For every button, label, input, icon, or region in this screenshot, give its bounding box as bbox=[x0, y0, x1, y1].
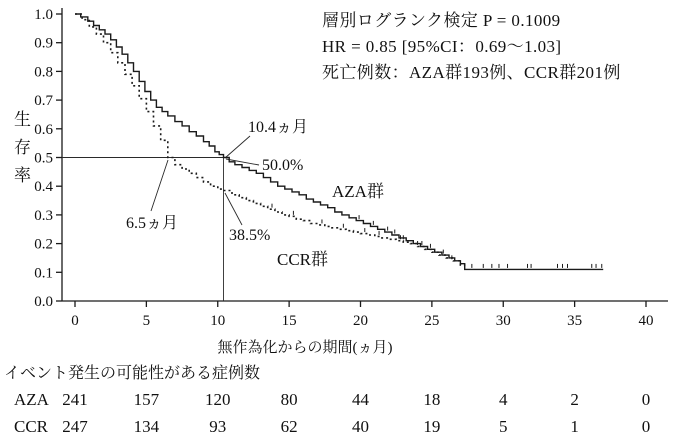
y-tick-label: 0.4 bbox=[34, 179, 53, 196]
y-tick-label: 1.0 bbox=[34, 7, 53, 23]
risk-count-ccr: 93 bbox=[209, 417, 227, 436]
risk-count-aza: 18 bbox=[423, 390, 441, 409]
y-tick-label: 0.5 bbox=[34, 150, 53, 167]
pct50-annotation: 50.0% bbox=[262, 157, 304, 174]
aza-curve-label: AZA群 bbox=[332, 182, 384, 201]
hazard-ratio: HR = 0.85 [95%CI：0.69～1.03] bbox=[322, 37, 562, 56]
risk-count-aza: 4 bbox=[499, 390, 508, 409]
pct385-pointer-line bbox=[225, 193, 242, 225]
risk-count-aza: 44 bbox=[352, 390, 369, 409]
x-tick-label: 20 bbox=[353, 313, 368, 329]
x-tick-label: 10 bbox=[210, 313, 226, 329]
median-ccr-annotation: 6.5ヵ月 bbox=[126, 215, 179, 232]
x-axis-title: 無作為化からの期間(ヵ月) bbox=[217, 340, 393, 356]
risk-count-aza: 241 bbox=[62, 390, 88, 409]
stats-box bbox=[322, 8, 621, 86]
x-tick-label: 40 bbox=[638, 313, 654, 329]
risk-count-ccr: 134 bbox=[133, 417, 160, 436]
risk-count-ccr: 5 bbox=[499, 417, 508, 436]
ccr-curve-label: CCR群 bbox=[277, 250, 329, 269]
risk-count-ccr: 1 bbox=[570, 417, 579, 436]
risk-row-label-ccr: CCR bbox=[14, 417, 49, 436]
risk-count-ccr: 19 bbox=[423, 417, 441, 436]
y-tick-label: 0.0 bbox=[34, 294, 53, 310]
death-counts: 死亡例数：AZA群193例、CCR群201例 bbox=[322, 63, 621, 82]
risk-count-ccr: 62 bbox=[280, 417, 298, 436]
risk-count-ccr: 0 bbox=[641, 417, 651, 436]
risk-count-ccr: 247 bbox=[62, 417, 88, 436]
pct385-annotation: 38.5% bbox=[229, 227, 271, 244]
x-tick-label: 30 bbox=[495, 313, 511, 329]
y-tick-label: 0.7 bbox=[34, 93, 53, 110]
y-tick-label: 0.9 bbox=[34, 35, 53, 52]
x-tick-label: 25 bbox=[424, 313, 440, 329]
risk-count-aza: 157 bbox=[133, 390, 160, 409]
logrank-p-value: 層別ログランク検定 P = 0.1009 bbox=[322, 11, 561, 30]
risk-row-label-aza: AZA bbox=[14, 390, 49, 409]
x-tick-label: 15 bbox=[281, 313, 297, 329]
x-tick-label: 35 bbox=[567, 313, 583, 329]
risk-count-ccr: 40 bbox=[352, 417, 369, 436]
y-tick-label: 0.2 bbox=[34, 236, 53, 253]
risk-table-title: イベント発生の可能性がある症例数 bbox=[4, 365, 261, 382]
risk-count-aza: 0 bbox=[641, 390, 651, 409]
x-tick-label: 5 bbox=[142, 313, 151, 329]
risk-count-aza: 120 bbox=[205, 390, 231, 409]
y-tick-label: 0.6 bbox=[34, 121, 53, 138]
y-tick-label: 0.8 bbox=[34, 64, 53, 81]
median-ccr-pointer-line bbox=[151, 160, 168, 211]
y-tick-label: 0.1 bbox=[34, 265, 53, 282]
x-tick-label: 0 bbox=[71, 313, 79, 329]
median-aza-pointer-line bbox=[225, 136, 250, 158]
y-tick-label: 0.3 bbox=[34, 207, 53, 224]
risk-count-aza: 80 bbox=[280, 390, 298, 409]
y-axis-title: 生存率 bbox=[11, 110, 30, 194]
risk-count-aza: 2 bbox=[570, 390, 579, 409]
median-aza-annotation: 10.4ヵ月 bbox=[248, 119, 309, 136]
